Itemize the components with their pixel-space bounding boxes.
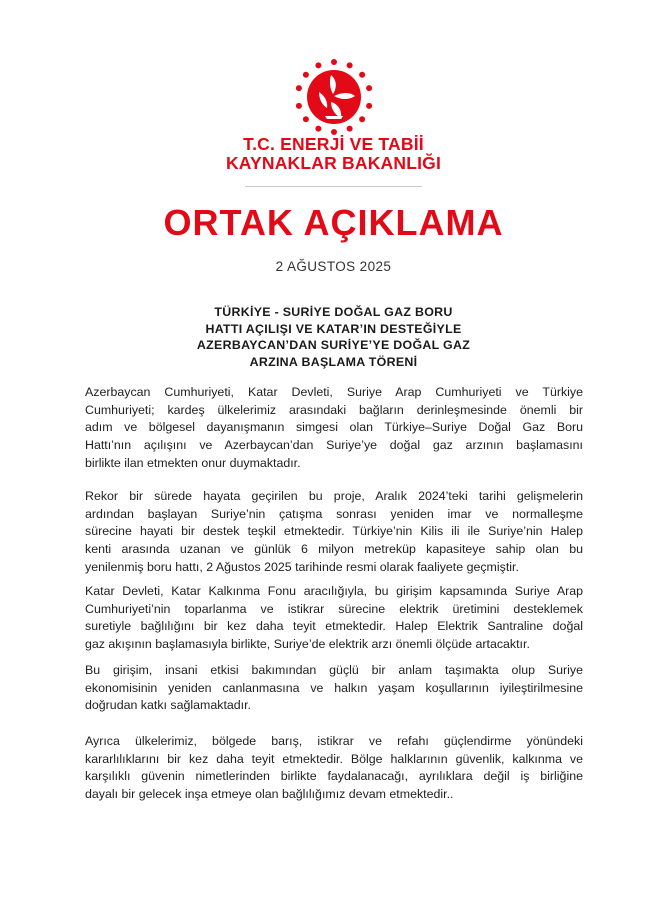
event-subtitle xyxy=(133,304,534,370)
body-line: Cumhuriyeti; kardeş ülkelerimiz arasındaki bağların derinleşmesinde önemli bir xyxy=(85,402,583,417)
ministry-name-line-2: KAYNAKLAR BAKANLIĞI xyxy=(225,153,442,173)
body-line: kenti arasında uzanan ve günlük 6 milyon metreküp kapasiteye sahip olan bu xyxy=(85,542,583,557)
body-paragraph-3 xyxy=(85,583,583,654)
body-paragraph-4 xyxy=(85,662,583,715)
body-line: birlikte ilan etmekten onur duymaktadır. xyxy=(85,455,301,470)
body-line: adım ve bölgesel dayanışmanın simgesi olan Türkiye–Suriye Doğal Gaz Boru xyxy=(85,420,583,435)
body-paragraph-1 xyxy=(85,384,583,473)
subtitle-line: TÜRKİYE - SURİYE DOĞAL GAZ BORU xyxy=(214,305,453,319)
body-line: Katar Devleti, Katar Kalkınma Fonu aracılığıyla, bu girişim kapsamında Suriye Arap xyxy=(85,584,583,598)
release-date: 2 AĞUSTOS 2025 xyxy=(275,259,392,274)
body-line: yenilenmiş boru hattı, 2 Ağustos 2025 tarihinde resmi olarak faaliyete geçmiştir. xyxy=(85,559,519,574)
subtitle-line: AZERBAYCAN’DAN SURİYE’YE DOĞAL GAZ xyxy=(196,338,471,352)
body-paragraph-2 xyxy=(85,488,583,577)
body-line: doğrudan katkı sağlamaktadır. xyxy=(85,698,251,713)
body-line: dayalı bir gelecek inşa etmeye olan bağlılığımız devam etmektedir.. xyxy=(85,787,454,802)
body-line: Rekor bir sürede hayata geçirilen bu proje, Aralık 2024’teki tarihi gelişmelerin xyxy=(85,489,583,503)
body-line: Azerbaycan Cumhuriyeti, Katar Devleti, Suriye Arap Cumhuriyeti ve Türkiye xyxy=(85,385,583,399)
body-line: kararlılıklarını bir kez daha teyit etmektedir. Bölge halklarının güvenlik, kalkınma ve xyxy=(85,751,583,766)
body-line: suretiyle bağlılığını bir kez daha teyit etmektedir. Halep Elektrik Santraline doğal xyxy=(85,619,583,634)
page-title: ORTAK AÇIKLAMA xyxy=(163,202,504,243)
header-divider xyxy=(245,186,422,187)
body-line: Ayrıca ülkelerimiz, bölgede barış, istikrar ve refahı güçlendirme yönündeki xyxy=(85,734,583,748)
body-line: Hattı’nın açılışını ve Azerbaycan’dan Suriye’ye doğal gaz arzının başlamasını xyxy=(85,438,583,453)
body-paragraph-5 xyxy=(85,733,583,804)
subtitle-line: ARZINA BAŞLAMA TÖRENİ xyxy=(249,354,418,369)
ministry-name-line-1: T.C. ENERJİ VE TABİİ xyxy=(243,134,424,154)
body-line: karşılıklı güvenin nimetlerinden birlikte faydalanacağı, ayrılıklara değil iş birliğine xyxy=(85,769,583,784)
body-line: ekonomisinin yeniden canlanmasına ve halkın yaşam koşullarının iyileştirilmesine xyxy=(85,680,583,695)
body-line: Bu girişim, insani etkisi bakımından güçlü bir anlam taşımakta olup Suriye xyxy=(85,663,583,677)
body-line: ardından başlayan Suriye’nin çatışma sonrası yeniden imar ve normalleşme xyxy=(85,506,583,521)
body-line: sürecine hayati bir destek teşkil etmektedir. Türkiye’nin Kilis ili ile Suriye’nin Halep xyxy=(85,524,583,539)
ministry-emblem-icon xyxy=(295,58,373,136)
subtitle-line: HATTI AÇILIŞI VE KATAR’IN DESTEĞİYLE xyxy=(205,321,462,336)
body-line: Cumhuriyeti’nin toparlanma ve istikrar sürecine elektrik üretimini desteklemek xyxy=(85,601,583,616)
body-line: gaz akışının başlamasıyla birlikte, Suriye’de elektrik arzı önemli ölçüde artacaktır. xyxy=(85,637,530,652)
